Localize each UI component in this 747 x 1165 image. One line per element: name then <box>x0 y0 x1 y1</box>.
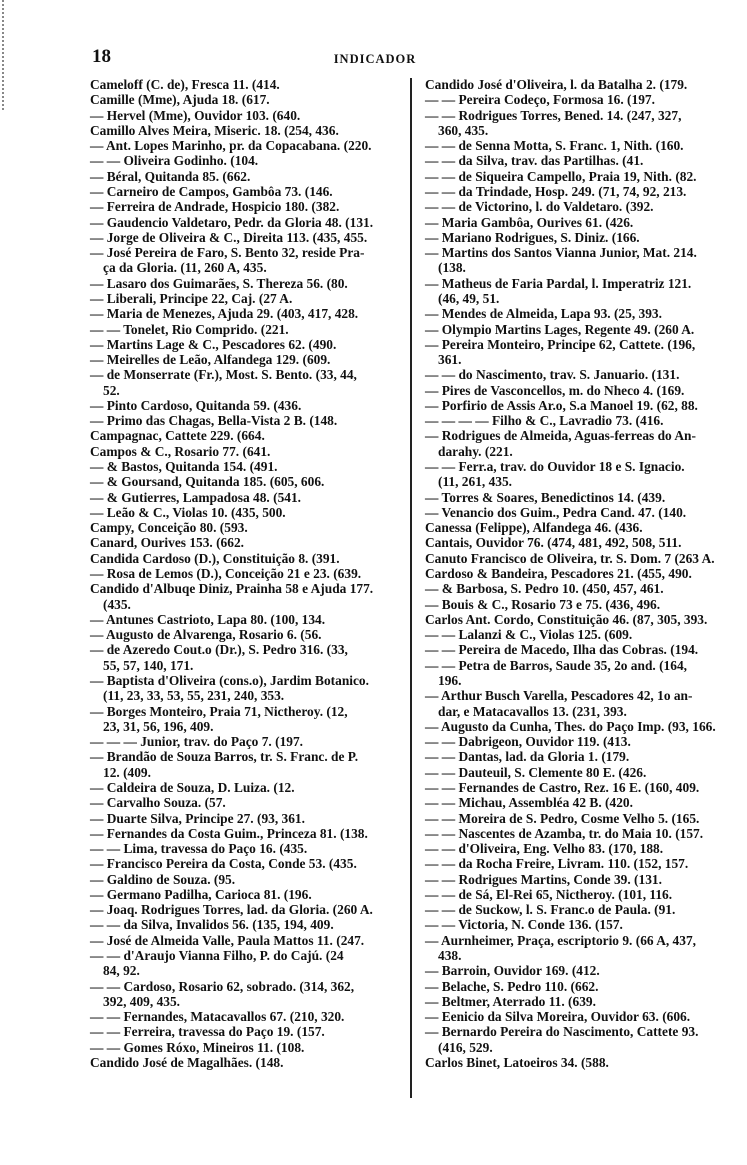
directory-entry: — & Gutierres, Lampadosa 48. (541. <box>90 489 302 505</box>
directory-entry: — Beltmer, Aterrado 11. (639. <box>425 993 596 1009</box>
directory-entry: — — Petra de Barros, Saude 35, 2o and. (164, <box>425 657 687 673</box>
directory-entry: Campy, Conceição 80. (593. <box>90 520 248 536</box>
entry-continuation: 23, 31, 56, 196, 409. <box>103 718 214 734</box>
directory-entry: Carlos Binet, Latoeiros 34. (588. <box>425 1055 609 1070</box>
directory-entry: — Mariano Rodrigues, S. Diniz. (166. <box>425 229 640 245</box>
directory-entry: — Béral, Quitanda 85. (662. <box>90 168 251 184</box>
directory-entry: — Meirelles de Leão, Alfandega 129. (609. <box>90 352 331 368</box>
directory-entry: — — de Suckow, l. S. Franc.o de Paula. (91. <box>425 902 676 918</box>
directory-entry: Cameloff (C. de), Fresca 11. (414. <box>90 77 280 92</box>
directory-entry: — — Cardoso, Rosario 62, sobrado. (314, 362, <box>90 978 355 994</box>
margin-binding-marks <box>2 0 18 110</box>
entry-continuation: 392, 409, 435. <box>103 993 180 1009</box>
directory-entry: — — de Victorino, l. do Valdetaro. (392. <box>425 199 654 215</box>
directory-entry: — — Lima, travessa do Paço 16. (435. <box>90 841 308 857</box>
directory-entry: — — Fernandes, Matacavallos 67. (210, 320. <box>90 1009 345 1025</box>
directory-entry: — — — — Filho & C., Lavradio 73. (416. <box>425 413 664 429</box>
directory-entry: — Mendes de Almeida, Lapa 93. (25, 393. <box>425 306 662 322</box>
directory-entry: — Primo das Chagas, Bella-Vista 2 B. (148. <box>90 413 338 429</box>
right-column <box>412 77 745 1070</box>
directory-entry: — Leão & C., Violas 10. (435, 500. <box>90 504 286 520</box>
directory-entry: — — Rodrigues Martins, Conde 39. (131. <box>425 871 662 887</box>
entry-continuation: (138. <box>438 260 466 276</box>
directory-entry: — & Goursand, Quitanda 185. (605, 606. <box>90 474 325 490</box>
directory-entry: Canard, Ourives 153. (662. <box>90 535 244 551</box>
directory-entry: Cardoso & Bandeira, Pescadores 21. (455, 490. <box>425 566 692 581</box>
directory-entry: — Belache, S. Pedro 110. (662. <box>425 978 599 994</box>
directory-entry: — José de Almeida Valle, Paula Mattos 11. (247. <box>90 932 365 948</box>
directory-entry: — Germano Padilha, Carioca 81. (196. <box>90 886 312 902</box>
directory-entry: — Jorge de Oliveira & C., Direita 113. (435, 455. <box>90 229 368 245</box>
directory-entry: — Francisco Pereira da Costa, Conde 53. (435. <box>90 856 357 872</box>
directory-entry: — Barroin, Ouvidor 169. (412. <box>425 963 600 979</box>
directory-entry: — — Victoria, N. Conde 136. (157. <box>425 917 623 933</box>
entry-continuation: 360, 435. <box>438 122 489 138</box>
directory-entry: — — da Trindade, Hosp. 249. (71, 74, 92, 213. <box>425 183 687 199</box>
directory-entry: — de Monserrate (Fr.), Most. S. Bento. (33, 44, <box>90 367 357 383</box>
directory-entry: — Bernardo Pereira do Nascimento, Cattete 93. <box>425 1024 699 1040</box>
directory-entry: — Brandão de Souza Barros, tr. S. Franc. de P. <box>90 749 359 765</box>
directory-entry: Candida Cardoso (D.), Constituição 8. (391. <box>90 550 340 566</box>
left-column <box>90 77 408 1070</box>
directory-entry: — de Azeredo Cout.o (Dr.), S. Pedro 316. (33, <box>90 642 348 658</box>
directory-entry: — Ant. Lopes Marinho, pr. da Copacabana. (220. <box>90 138 372 154</box>
directory-entry: — — — Junior, trav. do Paço 7. (197. <box>90 734 304 750</box>
directory-entry: — Caldeira de Souza, D. Luiza. (12. <box>90 779 295 795</box>
directory-entry: — — d'Araujo Vianna Filho, P. do Cajú. (24 <box>90 948 344 964</box>
entry-continuation: (11, 23, 33, 53, 55, 231, 240, 353. <box>103 688 285 704</box>
directory-entry: — Lasaro dos Guimarães, S. Thereza 56. (80. <box>90 275 348 291</box>
directory-entry: — — Dantas, lad. da Gloria 1. (179. <box>425 749 630 765</box>
directory-entry: — Pinto Cardoso, Quitanda 59. (436. <box>90 397 302 413</box>
directory-entry: — — Moreira de S. Pedro, Cosme Velho 5. (165. <box>425 810 700 826</box>
directory-entry: — Olympio Martins Lages, Regente 49. (260 A. <box>425 321 695 337</box>
directory-entry: — Borges Monteiro, Praia 71, Nictheroy. (12, <box>90 703 348 719</box>
directory-entry: — Maria de Menezes, Ajuda 29. (403, 417, 428. <box>90 306 359 322</box>
directory-entry: — Galdino de Souza. (95. <box>90 871 236 887</box>
directory-entry: — — Gomes Róxo, Mineiros 11. (108. <box>90 1039 305 1055</box>
directory-entry: — Pires de Vasconcellos, m. do Nheco 4. (169. <box>425 382 685 398</box>
directory-entry: — Rosa de Lemos (D.), Conceição 21 e 23. (639. <box>90 566 362 581</box>
entry-continuation: dar, e Matacavallos 13. (231, 393. <box>438 703 627 719</box>
directory-entry: — Aurnheimer, Praça, escriptorio 9. (66 A, 437, <box>425 932 696 948</box>
entry-continuation: ça da Gloria. (11, 260 A, 435. <box>103 260 267 276</box>
directory-entry: — Porfirio de Assis Ar.o, S.a Manoel 19. (62, 88. <box>425 397 698 413</box>
directory-entry: — Rodrigues de Almeida, Aguas-ferreas do An- <box>425 428 696 444</box>
entry-continuation: 438. <box>438 948 462 964</box>
directory-entry: — Augusto de Alvarenga, Rosario 6. (56. <box>90 627 322 643</box>
directory-entry: — Liberali, Principe 22, Caj. (27 A. <box>90 290 293 306</box>
entry-continuation: 52. <box>103 382 120 398</box>
directory-entry: Carlos Ant. Cordo, Constituição 46. (87, 305, 393. <box>425 611 708 627</box>
directory-entry: — Carvalho Souza. (57. <box>90 795 226 811</box>
entry-continuation: 361. <box>438 352 462 368</box>
directory-entry: — José Pereira de Faro, S. Bento 32, reside Pra- <box>90 245 365 261</box>
directory-entry: — & Bastos, Quitanda 154. (491. <box>90 459 278 475</box>
directory-entry: — Torres & Soares, Benedictinos 14. (439. <box>425 489 666 505</box>
directory-entry: — — Oliveira Godinho. (104. <box>90 153 259 169</box>
directory-entry: — Gaudencio Valdetaro, Pedr. da Gloria 48. (131. <box>90 214 374 230</box>
directory-entry: — Antunes Castrioto, Lapa 80. (100, 134. <box>90 611 326 627</box>
directory-entry: Campagnac, Cattete 229. (664. <box>90 428 265 444</box>
entry-continuation: 196. <box>438 672 462 688</box>
entry-continuation: 55, 57, 140, 171. <box>103 657 194 673</box>
directory-entry: — Matheus de Faria Pardal, l. Imperatriz 121. <box>425 275 692 291</box>
entry-continuation: 12. (409. <box>103 764 151 780</box>
directory-entry: Camille (Mme), Ajuda 18. (617. <box>90 92 270 108</box>
directory-entry: — — Nascentes de Azamba, tr. do Maia 10. (157. <box>425 825 704 841</box>
directory-entry: — Pereira Monteiro, Principe 62, Cattete. (196, <box>425 336 696 352</box>
directory-entry: — — Lalanzi & C., Violas 125. (609. <box>425 627 633 643</box>
directory-entry: — Maria Gambôa, Ourives 61. (426. <box>425 214 634 230</box>
directory-entry: — Hervel (Mme), Ouvidor 103. (640. <box>90 107 301 123</box>
directory-entry: — Duarte Silva, Principe 27. (93, 361. <box>90 810 305 826</box>
entry-continuation: (416, 529. <box>438 1039 493 1055</box>
directory-entry: — Bouis & C., Rosario 73 e 75. (436, 496. <box>425 596 661 612</box>
directory-entry: — Eenicio da Silva Moreira, Ouvidor 63. (606. <box>425 1009 691 1025</box>
directory-entry: Candido José d'Oliveira, l. da Batalha 2. (179. <box>425 77 688 92</box>
directory-entry: — — Rodrigues Torres, Bened. 14. (247, 327, <box>425 107 682 123</box>
directory-entry: — Arthur Busch Varella, Pescadores 42, 1o an- <box>425 688 693 704</box>
directory-entry: — Fernandes da Costa Guim., Princeza 81. (138. <box>90 825 368 841</box>
directory-entry: — Augusto da Cunha, Thes. do Paço Imp. (93, 166. <box>425 718 716 734</box>
directory-entry: — Baptista d'Oliveira (cons.o), Jardim Botanico. <box>90 672 369 688</box>
entry-continuation: darahy. (221. <box>438 443 513 459</box>
directory-entry: Canuto Francisco de Oliveira, tr. S. Dom. 7 (263 A. <box>425 550 715 566</box>
directory-entry: — — Dauteuil, S. Clemente 80 E. (426. <box>425 764 647 780</box>
directory-entry: — — de Senna Motta, S. Franc. 1, Nith. (160. <box>425 138 684 154</box>
directory-entry: — — Ferreira, travessa do Paço 19. (157. <box>90 1024 325 1040</box>
directory-entry: Candido d'Albuqe Diniz, Prainha 58 e Ajuda 177. <box>90 581 374 597</box>
directory-entry: — — Ferr.a, trav. do Ouvidor 18 e S. Ignacio. <box>425 459 685 475</box>
directory-entry: — — da Silva, trav. das Partilhas. (41. <box>425 153 644 169</box>
directory-entry: — — Pereira de Macedo, Ilha das Cobras. (194. <box>425 642 699 658</box>
directory-entry: — — de Siqueira Campello, Praia 19, Nith. (82. <box>425 168 697 184</box>
directory-entry: Camillo Alves Meira, Miseric. 18. (254, 436. <box>90 122 339 138</box>
directory-entry: Canessa (Felippe), Alfandega 46. (436. <box>425 520 643 536</box>
directory-entry: — Martins dos Santos Vianna Junior, Mat. 214. <box>425 245 697 261</box>
directory-entry: — — da Silva, Invalidos 56. (135, 194, 409. <box>90 917 334 933</box>
directory-entry: — — Tonelet, Rio Comprido. (221. <box>90 321 289 337</box>
directory-entry: — & Barbosa, S. Pedro 10. (450, 457, 461. <box>425 581 664 597</box>
directory-entry: — — de Sá, El-Rei 65, Nictheroy. (101, 116. <box>425 886 673 902</box>
page-number: 18 <box>92 46 111 67</box>
directory-entry: Candido José de Magalhães. (148. <box>90 1055 284 1070</box>
directory-entry: — — Pereira Codeço, Formosa 16. (197. <box>425 92 655 108</box>
directory-entry: — Joaq. Rodrigues Torres, lad. da Gloria. (260 A. <box>90 902 373 918</box>
directory-entry: — — Michau, Assembléa 42 B. (420. <box>425 795 633 811</box>
entry-continuation: 84, 92. <box>103 963 140 979</box>
entry-continuation: (46, 49, 51. <box>438 290 500 306</box>
directory-entry: Campos & C., Rosario 77. (641. <box>90 443 271 459</box>
directory-entry: Cantais, Ouvidor 76. (474, 481, 492, 508, 511. <box>425 535 682 551</box>
directory-entry: — Venancio dos Guim., Pedra Cand. 47. (140. <box>425 504 687 520</box>
directory-entry: — — Dabrigeon, Ouvidor 119. (413. <box>425 734 631 750</box>
directory-entry: — — Fernandes de Castro, Rez. 16 E. (160, 409. <box>425 779 700 795</box>
directory-entry: — Martins Lage & C., Pescadores 62. (490. <box>90 336 337 352</box>
directory-entry: — Ferreira de Andrade, Hospicio 180. (382. <box>90 199 340 215</box>
directory-entry: — — da Rocha Freire, Livram. 110. (152, 157. <box>425 856 689 872</box>
entry-continuation: (435. <box>103 596 131 612</box>
directory-entry: — — d'Oliveira, Eng. Velho 83. (170, 188. <box>425 841 664 857</box>
running-header: INDICADOR <box>333 52 417 66</box>
directory-entry: — Carneiro de Campos, Gambôa 73. (146. <box>90 183 333 199</box>
entry-continuation: (11, 261, 435. <box>438 474 513 490</box>
directory-entry: — — do Nascimento, trav. S. Januario. (131. <box>425 367 680 383</box>
